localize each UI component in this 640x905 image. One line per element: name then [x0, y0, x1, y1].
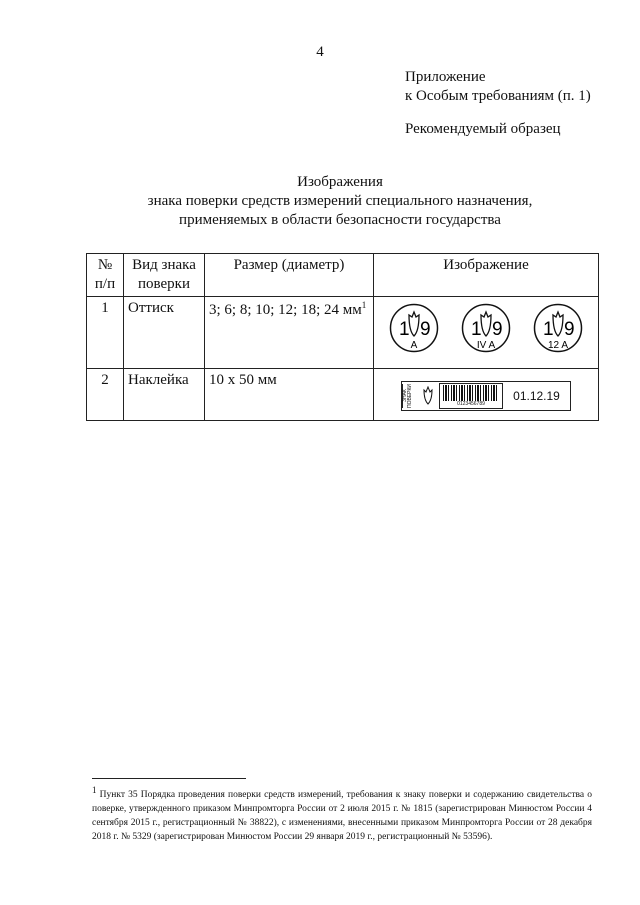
- heading-line3: применяемых в области безопасности государства: [179, 212, 501, 228]
- stamp-bottom-code: 12 A: [547, 340, 569, 351]
- row-number: 2: [87, 369, 124, 421]
- stamp-bottom-code: A: [410, 340, 418, 351]
- row-image: [374, 297, 599, 369]
- appendix-header: [405, 68, 591, 106]
- header-type: [124, 254, 205, 297]
- footnote-divider: [92, 778, 246, 779]
- verification-signs-table: [86, 253, 599, 421]
- header-number-line2: п/п: [94, 276, 116, 292]
- header-number-line1: №: [97, 257, 113, 273]
- stamp-imprint: [533, 303, 583, 353]
- stamp-right-digit: 9: [420, 319, 431, 340]
- barcode-number: 0123456789: [457, 401, 485, 407]
- footnote: [92, 783, 592, 844]
- header-image: Изображение: [374, 254, 599, 297]
- heading-line1: Изображения: [297, 174, 383, 190]
- stamp-right-digit: 9: [564, 319, 575, 340]
- page-number: 4: [316, 44, 324, 60]
- sticker-date: 01.12.19: [513, 389, 560, 403]
- stamp-imprint: [461, 303, 511, 353]
- header-number: [87, 254, 124, 297]
- row-type: Наклейка: [124, 369, 205, 421]
- barcode-icon: [443, 385, 499, 401]
- stamp-left-digit: 1: [399, 319, 410, 340]
- document-heading: [0, 173, 640, 230]
- header-type-line2: поверки: [138, 276, 190, 292]
- table-row: [87, 369, 599, 421]
- barcode: [439, 383, 503, 409]
- appendix-line2: к Особым требованиям (п. 1): [405, 88, 591, 104]
- row-image: [374, 369, 599, 421]
- row-type: Оттиск: [124, 297, 205, 369]
- sample-label: Рекомендуемый образец: [405, 121, 561, 137]
- sticker-sample: [401, 381, 571, 411]
- stamp-imprint: [389, 303, 439, 353]
- heading-line2: знака поверки средств измерений специального назначения,: [147, 193, 533, 209]
- appendix-line1: Приложение: [405, 69, 486, 85]
- footnote-text: Пункт 35 Порядка проведения поверки средств измерений, требования к знаку поверки и содержанию свидетельства о поверке, утвержденного приказом Минпромторга России от 2 июля 2015 г. № 1815 (зарегистрирован Минюстом России 4 сентября 2015 г., регистрационный № 38822), с изменениями, внесенными приказом Минпромторга России от 28 декабря 2018 г. № 5329 (зарегистрирован Минюстом России 29 января 2019 г., регистрационный № 53596).: [92, 790, 593, 843]
- row-number: 1: [87, 297, 124, 369]
- footnote-marker: 1: [361, 300, 367, 310]
- sticker-label: ЗНАК ПОВЕРКИ: [402, 384, 417, 408]
- stamp-bottom-code: IV A: [476, 340, 496, 351]
- table-row: [87, 297, 599, 369]
- header-type-line1: Вид знака: [132, 257, 196, 273]
- row-size: 10 х 50 мм: [205, 369, 374, 421]
- row-size: [205, 297, 374, 369]
- size-text: 3; 6; 8; 10; 12; 18; 24 мм: [209, 302, 362, 318]
- stamp-left-digit: 1: [543, 319, 554, 340]
- footnote-marker: 1: [92, 785, 97, 795]
- stamp-right-digit: 9: [492, 319, 503, 340]
- emblem-icon: [417, 384, 439, 408]
- stamp-imprints: [378, 299, 594, 353]
- header-size: Размер (диаметр): [205, 254, 374, 297]
- table-header-row: [87, 254, 599, 297]
- stamp-left-digit: 1: [471, 319, 482, 340]
